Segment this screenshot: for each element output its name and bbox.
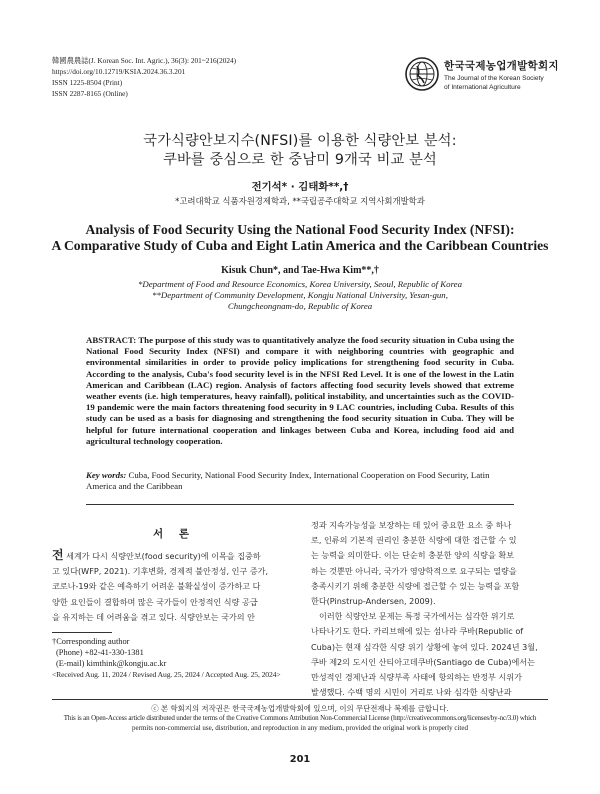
keywords-text: Cuba, Food Security, National Food Security Index, International Cooperation on Food Security, Latin America and the Caribbean [86,470,490,492]
society-name-en-1: The Journal of the Korean Society [444,75,544,82]
body-line: 만성적인 경제난과 식량부족 사태에 항의하는 반정부 시위가 [311,672,522,683]
license-line1: This is an Open-Access article distributed under the terms of the Creative Commons Attribution Non-Commercial License (http://creativecommons.org/licenses/by-nc/3.0) which [63,714,537,722]
section-title-introduction: 서 론 [153,528,195,540]
affiliation-ko: *고려대학교 식품자원경제학과, **국립공주대학교 지역사회개발학과 [175,196,425,206]
globe-emblem-icon [405,57,439,91]
affiliation-en-2: **Department of Community Development, Kongju National University, Yesan-gun, [152,290,448,300]
issn-print: ISSN 1225-8504 (Print) [52,78,123,87]
corresponding-email[interactable]: (E-mail) kimthink@kongju.ac.kr [56,659,167,668]
right-body [311,518,555,700]
body-line: 나타나기도 한다. 카리브해에 있는 섬나라 쿠바(Republic of [311,626,524,637]
authors-en: Kisuk Chun*, and Tae-Hwa Kim**,† [221,265,379,276]
body-line: 쿠바 제2의 도시인 산티아고데쿠바(Santiago de Cuba)에서는 [311,656,535,667]
abstract-divider [86,504,514,505]
abstract-text: The purpose of this study was to quantitatively analyze the food security situation in Cuba using the National Food Security Index (NFSI) and compare it with neighboring countries with geographic and environmental similarities in order to provide policy implications for strengthening food security in Cuba. According to the analysis, Cuba's food security level is in the NFSI Red Level. It is one of the lowest in the Latin American and Caribbean (LAC) region. Analysis of factors affecting food security levels showed that extreme weather events (i.e. high temperatures, heavy rainfall), political instability, and uncertainties such as the COVID-19 pandemic were the main factors threatening food security in 9 LAC countries, including Cuba. Results of this study can be used as a basis for diagnosing and strengthening the food security situation in Cuba. They will be helpful for future international cooperation and linkages between Cuba and Korea, including food aid and agricultural technology cooperation. [86,335,514,446]
body-line: 정과 지속가능성을 보장하는 데 있어 중요한 요소 중 하나 [311,520,512,530]
keywords [86,470,514,492]
received-dates: <Received Aug. 11, 2024 / Revised Aug. 25, 2024 / Accepted Aug. 25, 2024> [52,670,281,679]
body-line: 이러한 식량안보 문제는 특정 국가에서는 심각한 위기로 [319,611,515,622]
page-number: 201 [289,754,311,765]
title-ko-line1: 국가식량안보지수(NFSI)를 이용한 식량안보 분석: [143,133,457,149]
body-line: 을 유지하는 데 어려움을 겪고 있다. 식량안보는 국가의 안 [52,611,255,622]
body-line: 한다(Pinstrup-Andersen, 2009). [311,596,436,607]
abstract [86,335,514,447]
body-line: 코로나-19와 같은 예측하기 어려운 불확실성이 증가하고 다 [52,581,261,592]
body-line: 양한 요인들이 결합하며 많은 국가들이 안정적인 식량 공급 [52,596,258,607]
dropcap: 전 [52,548,64,562]
issn-online: ISSN 2287-8165 (Online) [52,89,128,98]
body-line: 는 능력을 의미한다. 이는 단순히 충분한 양의 식량을 확보 [311,550,514,561]
abstract-label: ABSTRACT: [86,335,137,345]
doi-link[interactable]: https://doi.org/10.12719/KSIA.2024.36.3.201 [52,67,186,76]
body-line: 충족시키기 위해 충분한 식량에 접근할 수 있는 능력을 포함 [311,580,520,591]
society-name-en-2: of International Agriculture [444,84,521,91]
affiliation-en-1: *Department of Food and Resource Economics, Korea University, Seoul, Republic of Korea [138,279,462,289]
body-line: 고 있다(WFP, 2021). 기후변화, 경제적 불안정성, 인구 증가, [52,566,269,577]
title-en-line1: Analysis of Food Security Using the National Food Security Index (NFSI): [85,222,515,237]
journal-citation: 韓國農農誌(J. Korean Soc. Int. Agric.), 36(3): 201~216(2024) [52,56,237,65]
title-ko-line2: 쿠바를 중심으로 한 중남미 9개국 비교 분석 [163,152,437,168]
body-line: 전 세계가 다시 식량안보(food security)에 이목을 집중하 [52,548,261,562]
copyright-notice: ⓒ 본 학회지의 저작권은 한국국제농업개발학회에 있으며, 이의 무단전재나 복제를 금합니다. [151,704,449,713]
authors-ko: 전기석* · 김태화**,† [251,181,349,193]
title-en-line2: A Comparative Study of Cuba and Eight Latin America and the Caribbean Countries [51,238,549,253]
body-line: 발생했다. 수백 명의 시민이 거리로 나와 심각한 식량난과 [311,687,512,698]
body-line: 하는 것뿐만 아니라, 국가가 영양학적으로 요구되는 열량을 [311,565,517,576]
corresponding-author: †Corresponding author [52,637,130,646]
society-name-ko: 한국국제농업개발학회지 [444,60,559,72]
affiliation-en-3: Chungcheongnam-do, Republic of Korea [227,301,373,311]
license-line2: permits non-commercial use, distribution, and reproduction in any medium, provided the original work is properly cited [132,724,468,732]
left-body [52,548,300,625]
keywords-label: Key words: [86,470,127,480]
footer-divider [52,699,548,700]
footnote-divider [52,632,112,633]
body-line: Cuba)는 현재 심각한 식량 위기 상황에 놓여 있다. 2024년 3월, [311,641,538,652]
corresponding-phone: (Phone) +82-41-330-1381 [56,648,144,657]
body-line: 로, 인류의 기본적 권리인 충분한 식량에 대한 접근할 수 있 [311,535,517,546]
